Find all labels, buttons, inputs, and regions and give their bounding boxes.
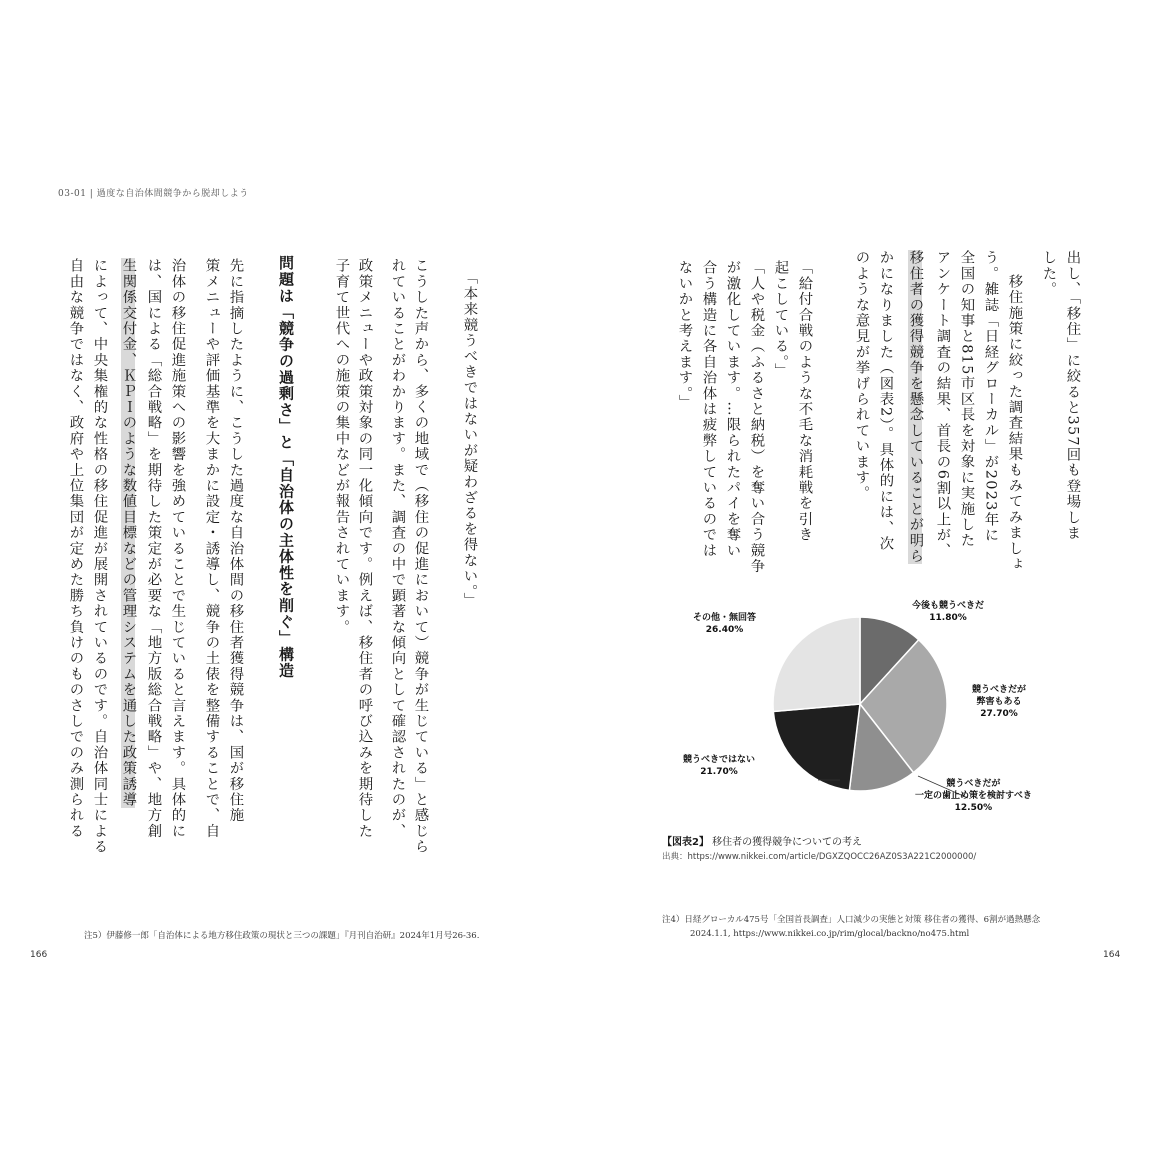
slice-label-value: 26.40% bbox=[705, 625, 744, 635]
slice-label-value: 21.70% bbox=[700, 767, 738, 777]
footnote: 注5）伊藤修一郎「自治体による地方移住政策の現状と三つの課題」『月刊自治研』2024年1月号26-36. bbox=[84, 931, 480, 941]
body-column: 出し、「移住」に絞ると357回も登場しま bbox=[1064, 250, 1081, 542]
pie-slice-3 bbox=[773, 704, 860, 790]
highlighted-column: 生関係交付金、ＫＰＩのような数値目標などの管理システムを通した政策誘導 bbox=[120, 258, 137, 808]
footnote: 注4）日経グローカル475号「全国首長調査」人口減少の実態と対策 移住者の獲得、6割が過熱懸念 bbox=[662, 915, 1041, 925]
body-column: こうした声から、多くの地域で（移住の促進において）競争が生じている」と感じら bbox=[412, 258, 429, 855]
slice-label-text: 一定の歯止め策を検討すべき bbox=[915, 791, 1032, 801]
slice-label-value: 11.80% bbox=[929, 613, 967, 623]
slice-label-text: 競うべきだが bbox=[946, 779, 1001, 789]
slice-label-4 bbox=[693, 612, 756, 636]
slice-label-text: その他・無回答 bbox=[693, 613, 757, 623]
footnote: 2024.1.1, https://www.nikkei.co.jp/rim/glocal/backno/no475.html bbox=[690, 929, 970, 939]
quote-line: 「本来競うべきではないが疑わざるを得ない。」 bbox=[461, 270, 478, 609]
body-column: は、国による「総合戦略」を期待した策定が必要な「地方版総合戦略」や、地方創 bbox=[145, 258, 162, 839]
pie-slice-4 bbox=[773, 617, 860, 711]
quote-column: ないかと考えます。」 bbox=[676, 260, 693, 410]
quote-column: 合う構造に各自治体は疲弊しているのでは bbox=[700, 260, 717, 559]
slice-label-text: 競うべきではない bbox=[683, 755, 756, 765]
body-column: 全国の知事と815市区長を対象に実施した bbox=[958, 250, 975, 549]
quote-column: が激化しています。…限られたパイを奪い bbox=[724, 260, 741, 559]
body-column: 移住施策に絞った調査結果もみてみましょ bbox=[1006, 258, 1023, 572]
body-column: れていることがわかります。また、調査の中で顕著な傾向として確認されたのが、 bbox=[389, 258, 406, 839]
quote-column: 「給付合戦のような不毛な消耗戦を引き bbox=[796, 260, 813, 543]
body-column: 先に指摘したように、こうした過度な自治体間の移住者獲得競争は、国が移住施 bbox=[227, 258, 244, 824]
figure-caption-text: 移住者の獲得競争についての考え bbox=[712, 837, 862, 848]
slice-label-text: 弊害もある bbox=[976, 697, 1022, 707]
highlighted-column: 移住者の獲得競争を懸念していることが明ら bbox=[907, 250, 924, 564]
figure-source: 出典：https://www.nikkei.com/article/DGXZQOCC26AZ0S3A221C2000000/ bbox=[662, 852, 977, 862]
figure-caption bbox=[662, 833, 862, 848]
body-column: のような意見が挙げられています。 bbox=[853, 250, 870, 502]
body-column: う。雑誌「日経グローカル」が2023年に bbox=[982, 250, 999, 544]
running-head: 03-01 | 過度な自治体間競争から脱却しよう bbox=[58, 189, 249, 199]
slice-label-text: 競うべきだが bbox=[972, 685, 1027, 695]
slice-label-value: 27.70% bbox=[980, 709, 1018, 719]
body-column: した。 bbox=[1040, 250, 1057, 298]
body-column: 子育て世代への施策の集中などが報告されています。 bbox=[333, 258, 350, 635]
body-column: 策メニューや評価基準を大まかに設定・誘導し、競争の土俵を整備することで、自 bbox=[203, 258, 220, 839]
body-column: 自由な競争ではなく、政府や上位集団が定めた勝ち負けのものさしでのみ測られる bbox=[67, 258, 84, 839]
slice-label-0 bbox=[912, 600, 984, 624]
slice-label-3 bbox=[683, 754, 755, 778]
page-number: 166 bbox=[30, 950, 48, 960]
slice-label-1 bbox=[972, 684, 1026, 720]
figure-tag: 【図表2】 bbox=[662, 837, 709, 848]
body-column: によって、中央集権的な性格の移住促進が展開されているのです。自治体同士による bbox=[91, 258, 108, 855]
body-column: かになりました（図表2）。具体的には、次 bbox=[877, 250, 894, 552]
quote-column: 「人や税金（ふるさと納税）を奪い合う競争 bbox=[748, 260, 765, 574]
section-heading: 問題は「競争の過剰さ」と「自治体の主体性を削ぐ」構造 bbox=[277, 255, 295, 679]
quote-column: 起こしている。」 bbox=[772, 260, 789, 379]
page-number: 164 bbox=[1103, 950, 1121, 960]
body-column: 政策メニューや政策対象の同一化傾向です。例えば、移住者の呼び込みを期待した bbox=[356, 258, 373, 839]
slice-label-text: 今後も競うべきだ bbox=[912, 601, 985, 611]
body-column: アンケート調査の結果、首長の6割以上が、 bbox=[934, 250, 951, 559]
slice-label-value: 12.50% bbox=[954, 803, 993, 813]
body-column: 治体の移住促進施策への影響を強めていることで生じていると言えます。具体的に bbox=[169, 258, 186, 839]
slice-label-2 bbox=[915, 778, 1032, 814]
